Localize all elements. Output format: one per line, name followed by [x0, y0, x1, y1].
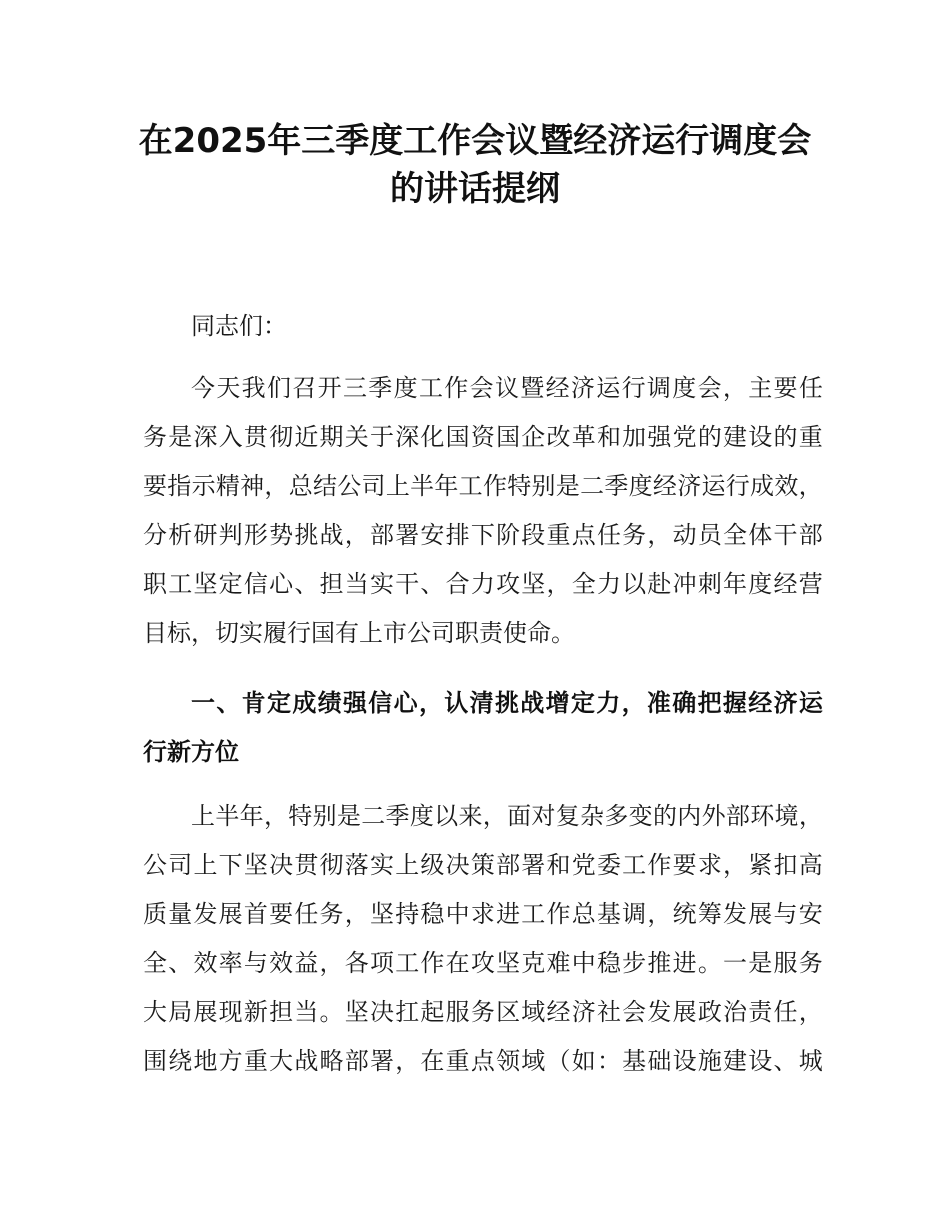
body-line: [143, 1041, 823, 1081]
heading-line: 行新方位: [143, 738, 239, 766]
justified-text: 全 、 效 率 与 效 益 ， 各 项 工 作 在 攻 坚 克 难 中 稳 步 推 进 。 一 是 服 务: [143, 949, 823, 977]
heading-line: [191, 683, 823, 723]
intro-line: [143, 564, 823, 604]
document-title-line-1: 在2025年三季度工作会议暨经济运行调度会: [138, 121, 812, 161]
justified-text: 大 局 展 现 新 担 当 。 坚 决 扛 起 服 务 区 域 经 济 社 会 发 展 政 治 责 任 ，: [143, 998, 823, 1026]
justified-text: 分 析 研 判 形 势 挑 战 ， 部 署 安 排 下 阶 段 重 点 任 务 ， 动 员 全 体 干 部: [143, 521, 823, 549]
justified-text: 一 、 肯 定 成 绩 强 信 心 ， 认 清 挑 战 增 定 力 ， 准 确 把 握 经 济 运: [191, 689, 823, 717]
justified-text: 上 半 年 ， 特 别 是 二 季 度 以 来 ， 面 对 复 杂 多 变 的 内 外 部 环 境 ，: [191, 802, 823, 830]
justified-text: 质 量 发 展 首 要 任 务 ， 坚 持 稳 中 求 进 工 作 总 基 调 ， 统 筹 发 展 与 安: [143, 900, 823, 928]
intro-line: [143, 417, 823, 457]
intro-line: [143, 515, 823, 555]
justified-text: 务 是 深 入 贯 彻 近 期 关 于 深 化 国 资 国 企 改 革 和 加 强 党 的 建 设 的 重: [143, 423, 823, 451]
salutation-text: 同志们：: [191, 312, 287, 340]
body-line: [143, 943, 823, 983]
body-line: [191, 796, 823, 836]
justified-text: 公 司 上 下 坚 决 贯 彻 落 实 上 级 决 策 部 署 和 党 委 工 作 要 求 ， 紧 扣 高: [143, 851, 823, 879]
justified-text: 职 工 坚 定 信 心 、 担 当 实 干 、 合 力 攻 坚 ， 全 力 以 赴 冲 刺 年 度 经 营: [143, 570, 823, 598]
intro-line: [191, 368, 823, 408]
intro-line: 目标，切实履行国有上市公司职责使命。: [143, 619, 575, 647]
body-line: [143, 845, 823, 885]
body-line: [143, 894, 823, 934]
justified-text: 围 绕 地 方 重 大 战 略 部 署 ， 在 重 点 领 域 （ 如 ： 基 础 设 施 建 设 、 城: [143, 1047, 823, 1075]
justified-text: 要 指 示 精 神 ， 总 结 公 司 上 半 年 工 作 特 别 是 二 季 度 经 济 运 行 成 效 ，: [143, 472, 823, 500]
justified-text: 今 天 我 们 召 开 三 季 度 工 作 会 议 暨 经 济 运 行 调 度 会 ， 主 要 任: [191, 374, 823, 402]
body-line: [143, 992, 823, 1032]
document-title-line-2: 的讲话提纲: [390, 169, 560, 209]
intro-line: [143, 466, 823, 506]
